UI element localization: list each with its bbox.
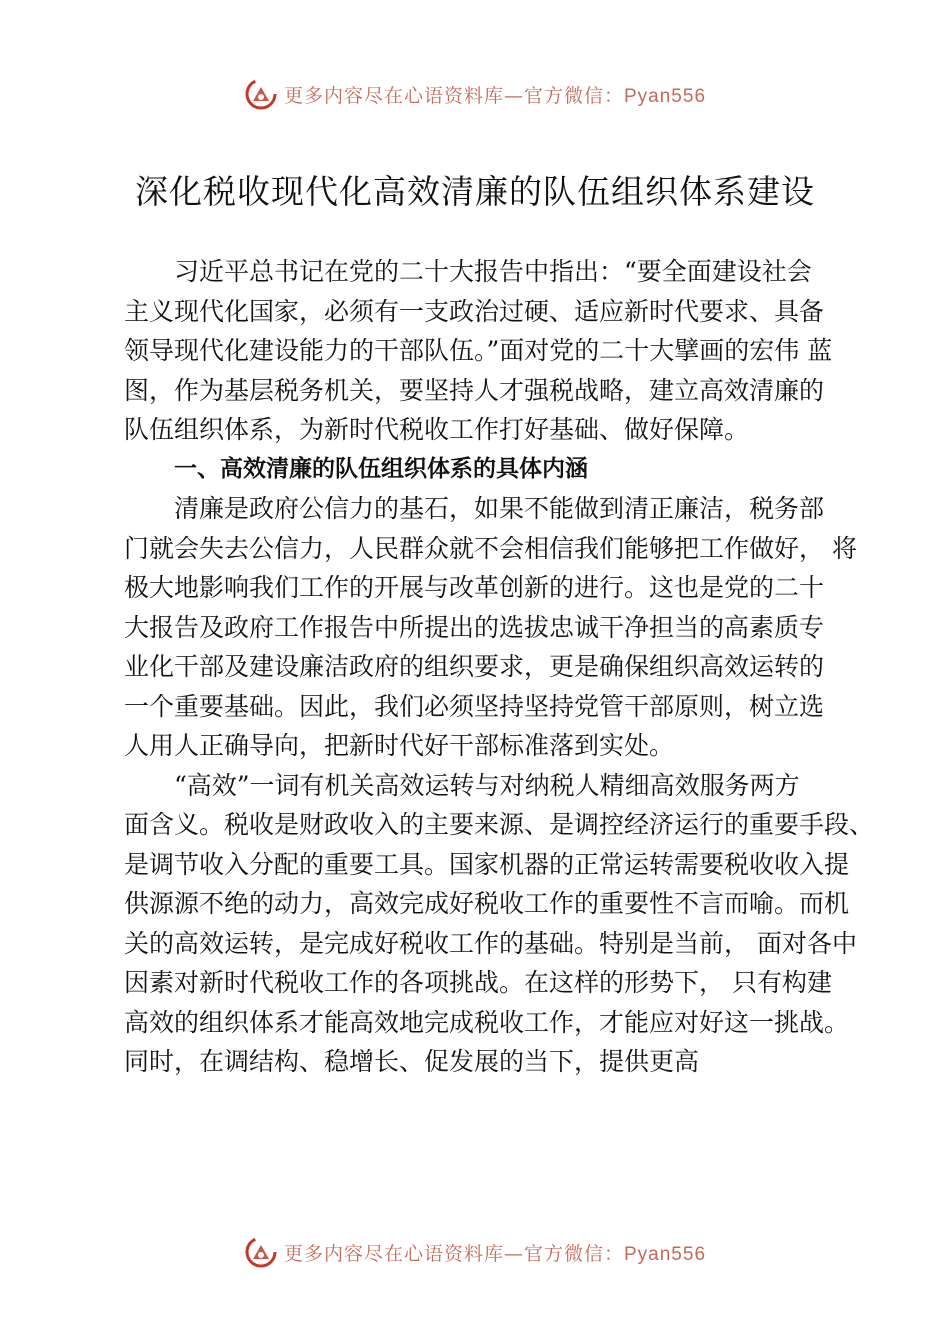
paragraph-line: 图，作为基层税务机关，要坚持人才强税战略，建立高效清廉的 <box>124 375 825 405</box>
paragraph-line: 供源源不绝的动力，高效完成好税收工作的重要性不言而喻。而机 <box>124 889 850 918</box>
paragraph-efficiency <box>124 766 875 1082</box>
paragraph-line: 清廉是政府公信力的基石，如果不能做到清正廉洁，税务部 <box>174 494 825 523</box>
paragraph-line: 领导现代化建设能力的干部队伍。”面对党的二十大擘画的宏伟 蓝 <box>124 336 833 365</box>
paragraph-line: 面含义。税收是财政收入的主要来源、是调控经济运行的重要手段、 <box>124 810 875 839</box>
paragraph-line: 一个重要基础。因此，我们必须坚持坚持党管干部原则，树立选 <box>124 691 825 721</box>
paragraph-integrity <box>124 489 857 766</box>
header-watermark-banner <box>0 74 950 114</box>
paragraph-line: 队伍组织体系，为新时代税收工作打好基础、做好保障。 <box>124 415 750 444</box>
paragraph-line: 高效的组织体系才能高效地完成税收工作，才能应对好这一挑战。 <box>124 1007 850 1037</box>
watermark-text: 更多内容尽在心语资料库—官方微信：Pyan556 <box>283 1242 707 1265</box>
section-heading <box>124 450 844 490</box>
paragraph-line: 人用人正确导向，把新时代好干部标准落到实处。 <box>124 731 675 760</box>
paragraph-line: 关的高效运转，是完成好税收工作的基础。特别是当前， 面对各中 <box>124 928 857 958</box>
paragraph-line: 主义现代化国家，必须有一支政治过硬、适应新时代要求、具备 <box>124 296 825 326</box>
red-seal-logo-icon <box>244 1235 278 1269</box>
paragraph-line: 因素对新时代税收工作的各项挑战。在这样的形势下， 只有构建 <box>124 968 832 997</box>
paragraph-line: 习近平总书记在党的二十大报告中指出：“要全面建设社会 <box>174 257 812 286</box>
paragraph-line: 同时，在调结构、稳增长、促发展的当下，提供更高 <box>124 1047 700 1076</box>
section-heading-text: 一、高效清廉的队伍组织体系的具体内涵 <box>174 455 588 482</box>
paragraph-line: “高效”一词有机关高效运转与对纳税人精细高效服务两方 <box>174 770 800 800</box>
paragraph-line: 门就会失去公信力，人民群众就不会相信我们能够把工作做好， 将 <box>124 533 857 563</box>
paragraph-line: 极大地影响我们工作的开展与改革创新的进行。这也是党的二十 <box>124 573 825 602</box>
watermark-text: 更多内容尽在心语资料库—官方微信：Pyan556 <box>283 84 707 107</box>
document-title: 深化税收现代化高效清廉的队伍组织体系建设 <box>135 172 815 211</box>
paragraph-line: 大报告及政府工作报告中所提出的选拔忠诚干净担当的高素质专 <box>124 612 825 642</box>
paragraph-line: 业化干部及建设廉洁政府的组织要求，更是确保组织高效运转的 <box>124 652 825 681</box>
paragraph-line: 是调节收入分配的重要工具。国家机器的正常运转需要税收收入提 <box>124 849 850 879</box>
red-seal-logo-icon <box>244 77 278 111</box>
footer-watermark-banner <box>0 1232 950 1272</box>
document-body <box>124 252 875 1082</box>
paragraph-intro <box>124 252 844 450</box>
